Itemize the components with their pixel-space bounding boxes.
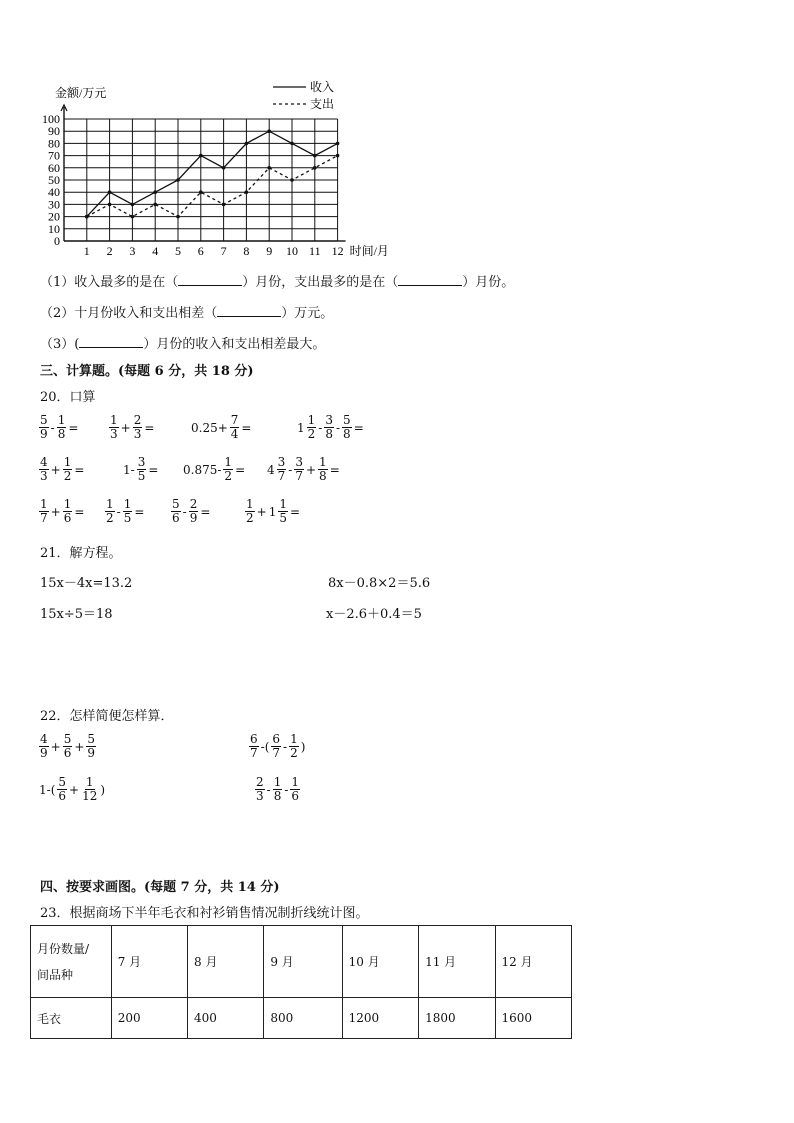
data-point [199,190,203,194]
answer-blank[interactable] [79,337,143,348]
x-tick-label: 6 [197,244,204,258]
sales-table [30,925,572,1039]
table-cell: 毛衣 [31,998,112,1039]
x-tick-label: 11 [309,244,321,258]
data-point [153,203,157,207]
chart-grid [61,105,346,241]
q21-eq2: 8x－0.8×2＝5.6 [328,576,431,591]
y-tick-label: 40 [48,185,60,200]
legend-income-label: 收入 [310,80,335,94]
data-point [290,142,294,146]
data-point [336,154,340,158]
x-tick-label: 8 [243,244,250,258]
q20-r2-e3: 0.875- $\frac{1}{2}$ = [183,455,246,483]
data-point [313,166,317,170]
x-tick-label: 12 [331,244,344,258]
q22-e1: $\frac{4}{9}$ + $\frac{5}{6}$ + $\frac{5}{9}$ [40,732,96,760]
y-tick-label: 100 [42,112,60,126]
table-cell: 1200 [342,998,418,1039]
section-3-heading: 三、计算题。(每题 6 分，共 18 分) [40,364,254,379]
data-point [153,190,157,194]
x-tick-label: 1 [83,244,90,258]
q21-eq4: x－2.6＋0.4＝5 [326,607,422,622]
q20-r3-e2: $\frac{1}{2}$ - $\frac{1}{5}$ = [106,497,145,525]
data-point [267,129,271,133]
data-point [131,203,135,207]
q20-r2-e4: 4 $\frac{3}{7}$ - $\frac{3}{7}$ + $\frac{1}{8}$ = [267,455,340,483]
data-point [176,215,180,219]
table-header-cell: 10 月 [342,926,418,998]
y-tick-label: 50 [48,173,60,187]
table-header-cell: 8 月 [188,926,264,998]
data-point [245,190,249,194]
table-cell: 1600 [495,998,572,1039]
y-tick-label: 0 [54,234,60,248]
q21-eq3: 15x÷5＝18 [40,607,113,622]
q20-r1-e3: 0.25+ $\frac{7}{4}$ = [191,413,252,441]
q19-part3: （3）( ）月份的收入和支出相差最大。 [40,337,326,352]
table-cell: 200 [111,998,187,1039]
answer-blank[interactable] [398,275,462,286]
x-tick-label: 10 [286,244,298,258]
q21-eq1: 15x－4x=13.2 [40,576,133,591]
data-point [222,166,226,170]
data-point [313,154,317,158]
data-point [108,190,112,194]
data-point [108,203,112,207]
data-point [85,215,89,219]
chart-labels [42,112,389,258]
expense-series-line [87,156,338,217]
y-tick-label: 20 [48,209,60,224]
data-point [176,178,180,182]
y-tick-label: 60 [48,160,60,175]
q22-title: 22．怎样简便怎样算． [40,709,174,724]
q22-e4: $\frac{2}{3}$ - $\frac{1}{8}$ - $\frac{1}{6}$ [256,775,300,803]
data-point [245,142,249,146]
y-tick-label: 30 [48,197,60,212]
answer-blank[interactable] [178,275,242,286]
q20-title: 20．口算 [40,390,96,405]
q20-r1-e4: 1 $\frac{1}{2}$ - $\frac{3}{8}$ - $\frac{5}{8}$ = [297,413,364,441]
q23-title: 23．根据商场下半年毛衣和衬衫销售情况制折线统计图。 [40,906,369,921]
table-row [31,998,572,1039]
data-point [131,215,135,219]
y-tick-label: 80 [48,136,60,151]
data-point [222,203,226,207]
table-header-cell: 9 月 [264,926,342,998]
x-tick-label: 4 [152,244,159,258]
q20-r1-e2: $\frac{1}{3}$ + $\frac{2}{3}$ = [110,413,155,441]
y-axis-label: 金额/万元 [55,86,107,100]
data-point [336,142,340,146]
q20-r3-e4: $\frac{1}{2}$ + 1 $\frac{1}{5}$ = [246,497,301,525]
table-cell: 800 [264,998,342,1039]
q22-e2: $\frac{6}{7}$ -( $\frac{6}{7}$ - $\frac{1}{2}$ ) [250,732,306,760]
q20-r2-e1: $\frac{4}{3}$ + $\frac{1}{2}$ = [40,455,85,483]
line-chart [30,74,390,264]
table-header-cell: 7 月 [111,926,187,998]
data-point [199,154,203,158]
x-axis-label: 时间/月 [349,244,389,258]
table-cell: 1800 [419,998,495,1039]
q20-r2-e2: 1- $\frac{3}{5}$ = [123,455,159,483]
x-tick-label: 2 [106,244,113,258]
y-tick-label: 70 [48,148,60,163]
table-header-cell: 11 月 [419,926,495,998]
data-point [267,166,271,170]
table-row [31,926,572,998]
q19-part2: （2）十月份收入和支出相差（ ）万元。 [40,306,334,321]
q20-r1-e1: $\frac{5}{9}$ - $\frac{1}{8}$ = [40,413,79,441]
y-tick-label: 10 [48,221,60,236]
x-tick-label: 5 [175,244,181,258]
y-tick-label: 90 [48,124,60,139]
q19-part1: （1）收入最多的是在（ ）月份，支出最多的是在（ ）月份。 [40,275,515,290]
chart-series [85,129,339,218]
q20-r3-e1: $\frac{1}{7}$ + $\frac{1}{6}$ = [40,497,85,525]
table-header-cell: 12 月 [495,926,572,998]
section-4-heading: 四、按要求画图。(每题 7 分，共 14 分) [40,880,280,895]
x-tick-label: 3 [129,244,136,258]
legend-expense-label: 支出 [310,97,335,111]
answer-blank[interactable] [217,306,281,317]
x-tick-label: 7 [220,244,227,258]
table-cell: 400 [188,998,264,1039]
income-series-line [87,131,338,216]
q21-title: 21．解方程。 [40,546,122,561]
data-point [290,178,294,182]
table-header-cell: 月份数量/ 间品种 [31,926,112,998]
q22-e3: 1-( $\frac{5}{6}$ + $\frac{1}{12}$ ) [39,775,106,803]
x-tick-label: 9 [266,244,273,258]
q20-r3-e3: $\frac{5}{6}$ - $\frac{2}{9}$ = [172,497,211,525]
